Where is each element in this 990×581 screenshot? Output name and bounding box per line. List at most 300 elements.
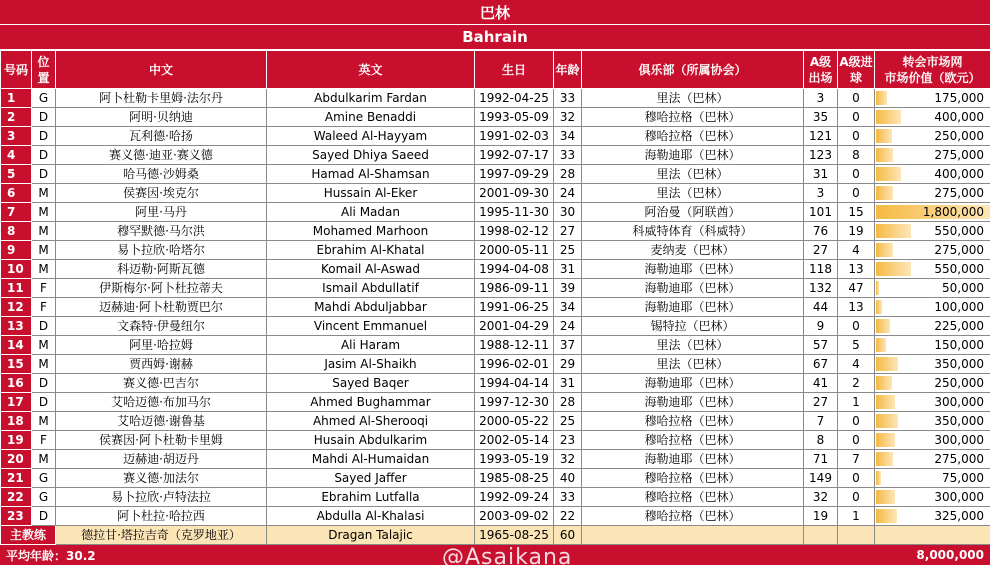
player-goals: 2 [838,374,875,393]
player-age: 33 [554,488,582,507]
market-value-text: 300,000 [934,432,984,447]
player-club: 穆哈拉格（巴林） [582,469,804,488]
player-pos: M [32,450,56,469]
player-cn: 阿明·贝纳迪 [56,108,267,127]
player-goals: 8 [838,146,875,165]
player-pos: D [32,108,56,127]
player-number: 20 [1,450,32,469]
player-market-value [875,317,990,336]
market-value-bar [876,281,879,295]
player-row [1,336,990,355]
player-number: 10 [1,260,32,279]
player-caps: 44 [804,298,838,317]
player-cn: 阿卜杜勒卡里姆·法尔丹 [56,89,267,108]
player-number: 14 [1,336,32,355]
player-goals: 4 [838,355,875,374]
player-club: 海勒迪耶（巴林） [582,260,804,279]
player-goals: 47 [838,279,875,298]
market-value-text: 100,000 [934,299,984,314]
market-value-text: 50,000 [942,280,984,295]
player-club: 锡特拉（巴林） [582,317,804,336]
player-club: 海勒迪耶（巴林） [582,279,804,298]
player-caps: 132 [804,279,838,298]
player-dob: 2001-09-30 [475,184,554,203]
player-market-value [875,241,990,260]
player-row [1,298,990,317]
player-goals: 0 [838,412,875,431]
player-caps: 27 [804,241,838,260]
player-age: 24 [554,317,582,336]
player-age: 25 [554,412,582,431]
player-caps: 121 [804,127,838,146]
player-cn: 易卜拉欣·哈塔尔 [56,241,267,260]
player-pos: M [32,222,56,241]
market-value-text: 275,000 [934,185,984,200]
player-goals: 1 [838,507,875,526]
player-goals: 5 [838,336,875,355]
player-age: 37 [554,336,582,355]
player-number: 6 [1,184,32,203]
market-value-bar [876,319,890,333]
market-value-text: 325,000 [934,508,984,523]
player-cn: 赛义德·加法尔 [56,469,267,488]
player-dob: 1997-12-30 [475,393,554,412]
market-value-bar [876,509,897,523]
squad-table [0,50,990,545]
player-club: 穆哈拉格（巴林） [582,412,804,431]
player-row [1,146,990,165]
market-value-text: 550,000 [934,261,984,276]
player-en: Sayed Baqer [267,374,475,393]
player-row [1,488,990,507]
player-en: Hamad Al-Shamsan [267,165,475,184]
player-en: Abdulkarim Fardan [267,89,475,108]
player-cn: 瓦利德·哈扬 [56,127,267,146]
market-value-bar [876,167,901,181]
player-age: 39 [554,279,582,298]
player-market-value [875,146,990,165]
market-value-bar [876,129,892,143]
player-market-value [875,279,990,298]
player-age: 27 [554,222,582,241]
player-en: Ali Haram [267,336,475,355]
player-en: Ebrahim Lutfalla [267,488,475,507]
player-market-value [875,431,990,450]
player-en: Ali Madan [267,203,475,222]
player-club: 穆哈拉格（巴林） [582,488,804,507]
market-value-text: 550,000 [934,223,984,238]
player-market-value [875,108,990,127]
market-value-text: 400,000 [934,109,984,124]
market-value-text: 300,000 [934,489,984,504]
player-number: 4 [1,146,32,165]
market-value-bar [876,186,893,200]
player-en: Mahdi Abduljabbar [267,298,475,317]
player-caps: 31 [804,165,838,184]
player-age: 33 [554,146,582,165]
player-pos: G [32,488,56,507]
player-pos: G [32,469,56,488]
player-age: 30 [554,203,582,222]
player-row [1,412,990,431]
player-dob: 2000-05-11 [475,241,554,260]
player-goals: 0 [838,469,875,488]
player-goals: 0 [838,431,875,450]
player-goals: 0 [838,165,875,184]
player-en: Sayed Jaffer [267,469,475,488]
player-row [1,165,990,184]
player-goals: 13 [838,298,875,317]
player-club: 里法（巴林） [582,184,804,203]
player-cn: 侯赛因·阿卜杜勒卡里姆 [56,431,267,450]
player-row [1,127,990,146]
player-dob: 1992-04-25 [475,89,554,108]
player-en: Abdulla Al-Khalasi [267,507,475,526]
player-goals: 15 [838,203,875,222]
market-value-text: 225,000 [934,318,984,333]
player-en: Mahdi Al-Humaidan [267,450,475,469]
player-number: 2 [1,108,32,127]
player-cn: 艾哈迈德·布加马尔 [56,393,267,412]
header-market-value [875,51,990,89]
player-caps: 35 [804,108,838,127]
player-market-value [875,412,990,431]
watermark: @Asaikana [442,545,573,570]
market-value-text: 1,800,000 [922,204,984,219]
player-number: 12 [1,298,32,317]
player-dob: 1985-08-25 [475,469,554,488]
player-number: 9 [1,241,32,260]
player-club: 穆哈拉格（巴林） [582,127,804,146]
player-goals: 19 [838,222,875,241]
player-number: 21 [1,469,32,488]
player-market-value [875,89,990,108]
player-cn: 伊斯梅尔·阿卜杜拉蒂夫 [56,279,267,298]
player-market-value [875,127,990,146]
player-dob: 1995-11-30 [475,203,554,222]
player-row [1,507,990,526]
player-number: 19 [1,431,32,450]
player-age: 22 [554,507,582,526]
market-value-bar [876,148,893,162]
coach-cn: 德拉甘·塔拉吉奇（克罗地亚） [56,526,267,545]
player-club: 里法（巴林） [582,336,804,355]
market-value-bar [876,224,911,238]
player-row [1,279,990,298]
player-en: Husain Abdulkarim [267,431,475,450]
player-goals: 13 [838,260,875,279]
player-number: 18 [1,412,32,431]
player-cn: 哈马德·沙姆桑 [56,165,267,184]
player-row [1,203,990,222]
player-pos: D [32,374,56,393]
market-value-text: 350,000 [934,356,984,371]
player-caps: 118 [804,260,838,279]
player-rows [1,89,990,526]
player-cn: 艾哈迈德·谢鲁基 [56,412,267,431]
player-en: Ahmed Al-Sherooqi [267,412,475,431]
player-dob: 1992-09-24 [475,488,554,507]
market-value-bar [876,243,893,257]
player-cn: 阿卜杜拉·哈拉西 [56,507,267,526]
player-club: 海勒迪耶（巴林） [582,393,804,412]
player-club: 海勒迪耶（巴林） [582,298,804,317]
player-dob: 1993-05-09 [475,108,554,127]
player-club: 穆哈拉格（巴林） [582,431,804,450]
player-row [1,431,990,450]
market-value-text: 175,000 [934,90,984,105]
header-row [1,51,990,89]
player-row [1,469,990,488]
player-caps: 3 [804,89,838,108]
player-age: 28 [554,393,582,412]
player-market-value [875,184,990,203]
player-number: 17 [1,393,32,412]
player-pos: M [32,355,56,374]
player-caps: 32 [804,488,838,507]
player-cn: 阿里·马丹 [56,203,267,222]
coach-dob: 1965-08-25 [475,526,554,545]
player-pos: D [32,507,56,526]
player-caps: 57 [804,336,838,355]
player-cn: 迈赫迪·胡迈丹 [56,450,267,469]
player-club: 海勒迪耶（巴林） [582,146,804,165]
header-dob: 生日 [475,51,554,89]
player-en: Ismail Abdullatif [267,279,475,298]
player-cn: 科迈勒·阿斯瓦德 [56,260,267,279]
player-pos: M [32,241,56,260]
header-age: 年龄 [554,51,582,89]
player-goals: 0 [838,317,875,336]
player-cn: 文森特·伊曼纽尔 [56,317,267,336]
player-club: 阿治曼（阿联酋） [582,203,804,222]
player-caps: 67 [804,355,838,374]
player-age: 29 [554,355,582,374]
player-market-value [875,260,990,279]
player-market-value [875,222,990,241]
player-en: Hussain Al-Eker [267,184,475,203]
market-value-bar [876,433,895,447]
market-value-bar [876,376,892,390]
player-market-value [875,469,990,488]
coach-label: 主教练 [1,526,56,545]
player-row [1,241,990,260]
player-cn: 贾西姆·谢赫 [56,355,267,374]
player-en: Ahmed Bughammar [267,393,475,412]
header-en: 英文 [267,51,475,89]
coach-club [582,526,804,545]
player-age: 32 [554,450,582,469]
player-row [1,222,990,241]
player-cn: 赛义德·巴吉尔 [56,374,267,393]
header-no: 号码 [1,51,32,89]
player-dob: 1991-02-03 [475,127,554,146]
player-number: 23 [1,507,32,526]
header-pos: 位置 [32,51,56,89]
player-caps: 19 [804,507,838,526]
player-row [1,450,990,469]
player-dob: 1998-02-12 [475,222,554,241]
player-pos: M [32,336,56,355]
player-dob: 1993-05-19 [475,450,554,469]
player-row [1,260,990,279]
market-value-bar [876,357,898,371]
header-caps: A级出场 [804,51,838,89]
player-market-value [875,374,990,393]
sheet-title: 巴林 [0,0,990,25]
player-row [1,108,990,127]
coach-value [875,526,990,545]
player-goals: 7 [838,450,875,469]
player-market-value [875,507,990,526]
coach-goals [838,526,875,545]
player-number: 1 [1,89,32,108]
player-row [1,393,990,412]
market-value-text: 250,000 [934,375,984,390]
market-value-bar [876,338,886,352]
player-dob: 2000-05-22 [475,412,554,431]
player-dob: 2003-09-02 [475,507,554,526]
player-pos: M [32,184,56,203]
player-pos: D [32,317,56,336]
player-club: 里法（巴林） [582,165,804,184]
player-number: 13 [1,317,32,336]
market-value-bar [876,414,898,428]
market-value-text: 275,000 [934,147,984,162]
player-age: 40 [554,469,582,488]
market-value-bar [876,91,887,105]
player-club: 海勒迪耶（巴林） [582,374,804,393]
player-pos: M [32,203,56,222]
player-en: Vincent Emmanuel [267,317,475,336]
player-age: 32 [554,108,582,127]
player-en: Jasim Al-Shaikh [267,355,475,374]
player-club: 麦纳麦（巴林） [582,241,804,260]
player-cn: 侯赛因·埃克尔 [56,184,267,203]
header-goals: A级进球 [838,51,875,89]
player-age: 24 [554,184,582,203]
market-value-text: 75,000 [942,470,984,485]
market-value-bar [876,490,895,504]
player-dob: 1992-07-17 [475,146,554,165]
player-number: 11 [1,279,32,298]
player-pos: G [32,89,56,108]
player-pos: M [32,412,56,431]
player-caps: 149 [804,469,838,488]
player-goals: 1 [838,393,875,412]
market-value-bar [876,395,895,409]
player-goals: 0 [838,184,875,203]
player-cn: 迈赫迪·阿卜杜勒贾巴尔 [56,298,267,317]
player-dob: 1988-12-11 [475,336,554,355]
player-en: Ebrahim Al-Khatal [267,241,475,260]
player-market-value [875,165,990,184]
player-club: 里法（巴林） [582,355,804,374]
player-caps: 8 [804,431,838,450]
player-club: 科威特体育（科威特） [582,222,804,241]
player-market-value [875,450,990,469]
header-mv-line2: 市场价值（欧元） [884,70,981,85]
player-cn: 穆罕默德·马尔洪 [56,222,267,241]
player-dob: 1991-06-25 [475,298,554,317]
total-market-value: 8,000,000 [916,548,984,562]
player-en: Waleed Al-Hayyam [267,127,475,146]
sheet-subtitle: Bahrain [0,25,990,50]
player-dob: 1994-04-14 [475,374,554,393]
player-age: 34 [554,127,582,146]
player-goals: 0 [838,127,875,146]
header-club: 俱乐部（所属协会） [582,51,804,89]
player-en: Komail Al-Aswad [267,260,475,279]
player-market-value [875,336,990,355]
player-dob: 1997-09-29 [475,165,554,184]
player-cn: 阿里·哈拉姆 [56,336,267,355]
market-value-text: 150,000 [934,337,984,352]
player-pos: M [32,260,56,279]
player-dob: 1996-02-01 [475,355,554,374]
player-club: 里法（巴林） [582,89,804,108]
player-caps: 27 [804,393,838,412]
player-caps: 3 [804,184,838,203]
player-club: 穆哈拉格（巴林） [582,507,804,526]
player-cn: 赛义德·迪亚·赛义德 [56,146,267,165]
player-en: Amine Benaddi [267,108,475,127]
player-caps: 123 [804,146,838,165]
player-age: 25 [554,241,582,260]
player-age: 31 [554,374,582,393]
header-mv-line1: 转会市场网 [902,54,963,69]
player-number: 16 [1,374,32,393]
player-age: 33 [554,89,582,108]
player-club: 海勒迪耶（巴林） [582,450,804,469]
player-market-value [875,393,990,412]
player-pos: F [32,298,56,317]
player-number: 3 [1,127,32,146]
player-caps: 101 [804,203,838,222]
player-dob: 1986-09-11 [475,279,554,298]
player-number: 15 [1,355,32,374]
player-caps: 71 [804,450,838,469]
player-pos: F [32,431,56,450]
player-market-value [875,203,990,222]
player-row [1,184,990,203]
coach-caps [804,526,838,545]
market-value-text: 300,000 [934,394,984,409]
market-value-text: 275,000 [934,451,984,466]
player-row [1,317,990,336]
player-age: 31 [554,260,582,279]
player-row [1,355,990,374]
header-cn: 中文 [56,51,267,89]
market-value-bar [876,262,911,276]
player-number: 8 [1,222,32,241]
market-value-text: 400,000 [934,166,984,181]
player-number: 5 [1,165,32,184]
market-value-text: 250,000 [934,128,984,143]
market-value-bar [876,300,882,314]
market-value-bar [876,110,901,124]
player-number: 22 [1,488,32,507]
player-market-value [875,355,990,374]
market-value-bar [876,452,893,466]
player-goals: 0 [838,89,875,108]
coach-en: Dragan Talajic [267,526,475,545]
player-age: 28 [554,165,582,184]
player-caps: 7 [804,412,838,431]
player-goals: 4 [838,241,875,260]
player-pos: D [32,146,56,165]
average-age: 平均年龄：30.2 [6,548,96,563]
